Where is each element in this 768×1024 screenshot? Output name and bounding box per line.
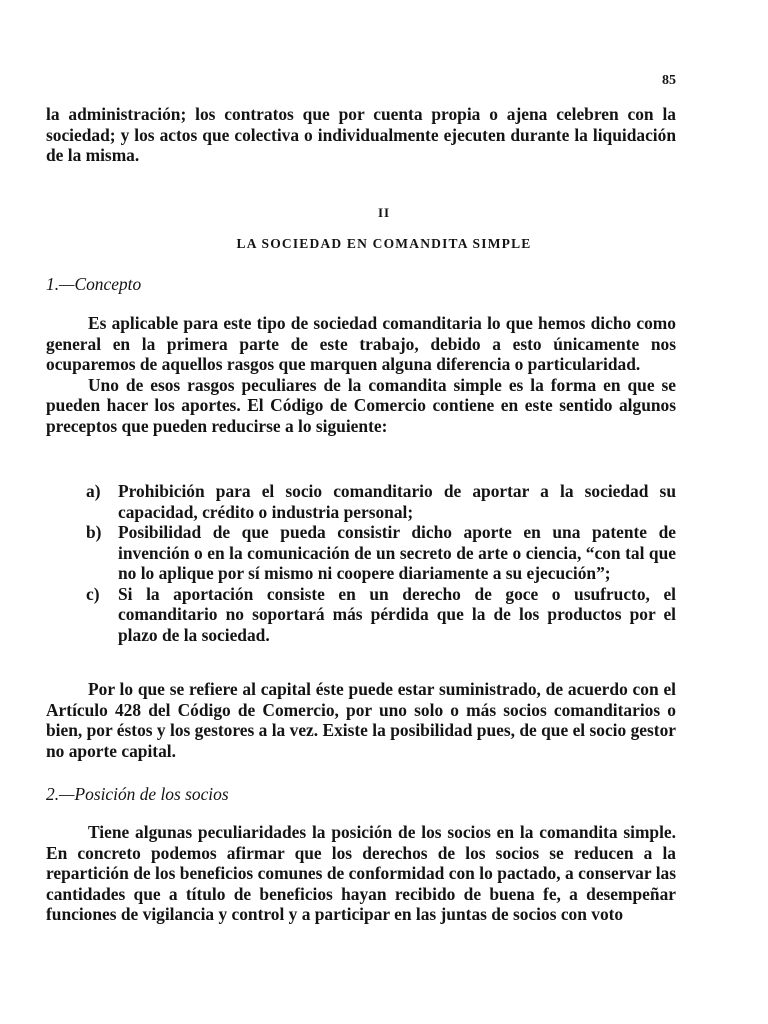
list-item [86, 584, 676, 646]
concepto-body [46, 313, 676, 436]
paragraph-4: Tiene algunas peculiaridades la posición de los socios en la comandita simple. En concreto podemos afirmar que los derechos de los socios se reducen a la repartición de los beneficios comunes de conformidad con lo pactado, a conservar las cantidades que a título de beneficios hayan recibido de buena fe, a desempeñar funciones de vigilancia y control y a participar en las juntas de socios con voto [46, 822, 676, 924]
subsection-heading-posicion: 2.—Posición de los socios [46, 784, 229, 804]
list-item [86, 522, 676, 584]
section-title: LA SOCIEDAD EN COMANDITA SIMPLE [236, 236, 532, 251]
list-marker: a) [86, 481, 101, 501]
list-item [86, 481, 676, 522]
page-number: 85 [662, 73, 676, 88]
posicion-body [46, 822, 676, 925]
list-marker: b) [86, 522, 102, 542]
aportes-list [86, 481, 676, 645]
intro-paragraph [46, 104, 676, 166]
list-item-text: Si la aportación consiste en un derecho de goce o usufructo, el comanditario no soportará más pérdida que la de los productos por el plazo de la sociedad. [118, 583, 676, 645]
list-marker: c) [86, 583, 100, 604]
section-roman-numeral: II [377, 205, 391, 220]
capital-paragraph [46, 679, 676, 761]
paragraph-3: Por lo que se refiere al capital éste puede estar suministrado, de acuerdo con el Artículo 428 del Código de Comercio, por uno solo o más socios comanditarios o bien, por éstos y los gestores a la vez. Existe la posibilidad pues, de que el socio gestor no aporte capital. [46, 679, 676, 761]
paragraph-1: Es aplicable para este tipo de sociedad comanditaria lo que hemos dicho como general en la primera parte de este trabajo, debido a esto únicamente nos ocuparemos de aquellos rasgos que marquen alguna diferencia o particularidad. [46, 313, 676, 374]
list-item-text: Posibilidad de que pueda consistir dicho aporte en una patente de invención o en la comunicación de un secreto de arte o ciencia, “con tal que no lo aplique por sí mismo ni coopere diariamente a su ejecución”; [118, 522, 676, 583]
intro-paragraph-text: la administración; los contratos que por cuenta propia o ajena celebren con la sociedad; y los actos que colectiva o individualmente ejecuten durante la liquidación de la misma. [46, 104, 676, 165]
paragraph-2: Uno de esos rasgos peculiares de la comandita simple es la forma en que se pueden hacer los aportes. El Código de Comercio contiene en este sentido algunos preceptos que pueden reducirse a lo siguiente: [46, 374, 676, 436]
list-item-text: Prohibición para el socio comanditario de aportar a la sociedad su capacidad, crédito o industria personal; [118, 481, 676, 522]
subsection-heading-concepto: 1.—Concepto [46, 274, 142, 294]
